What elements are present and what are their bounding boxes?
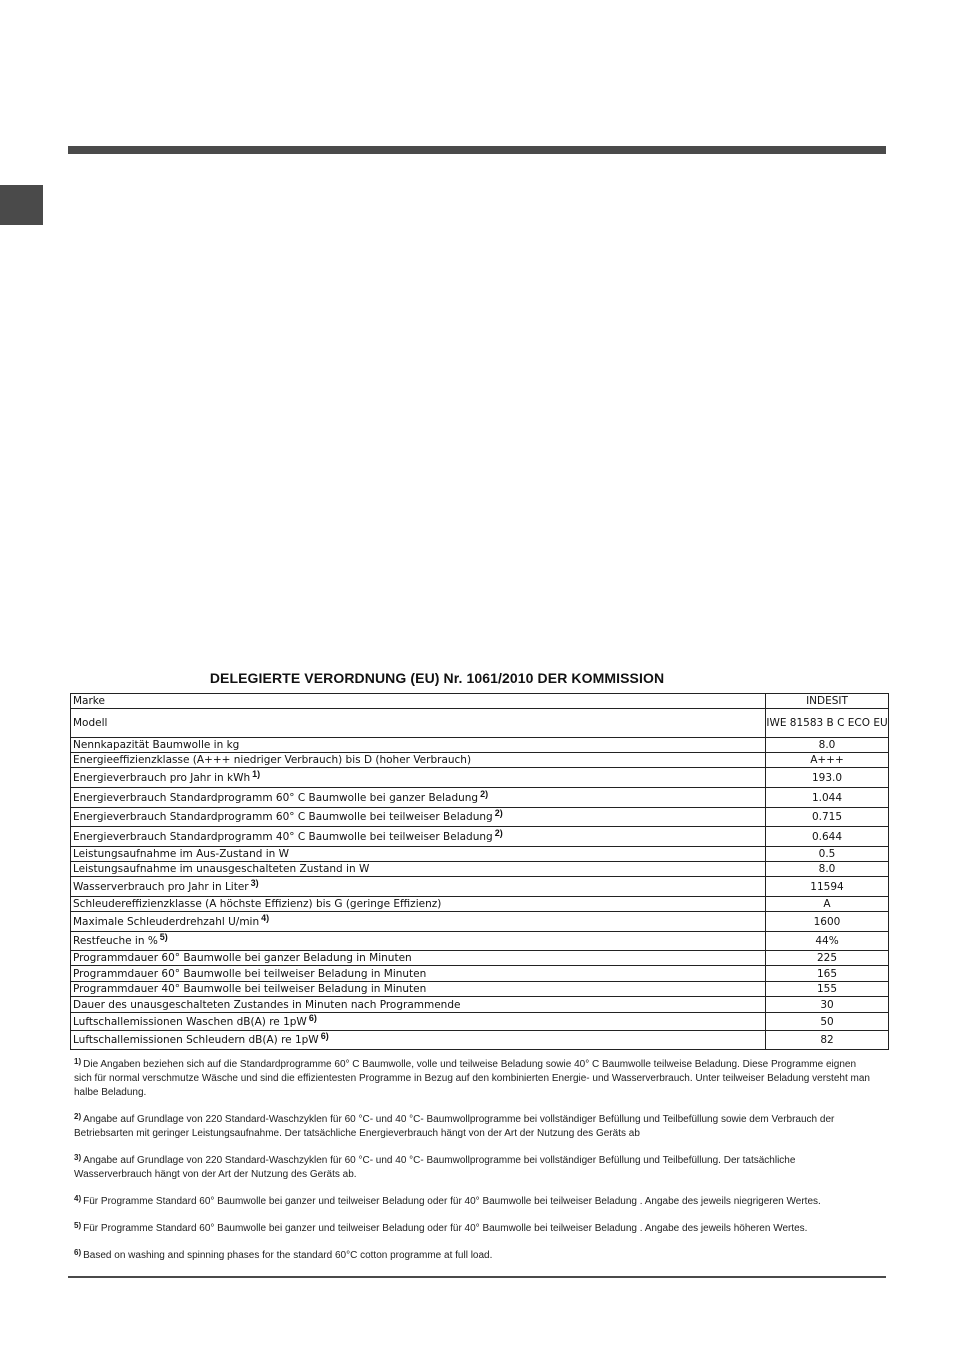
row-label: Programmdauer 60° Baumwolle bei teilweiser Beladung in Minuten (71, 966, 766, 982)
document-title: DELEGIERTE VERORDNUNG (EU) Nr. 1061/2010 DER KOMMISSION (209, 670, 665, 686)
row-label: Wasserverbrauch pro Jahr in Liter $^{3)}$ (71, 877, 766, 897)
table-row (71, 753, 889, 768)
row-label: Modell (71, 709, 766, 738)
row-value: 8.0 (766, 738, 889, 753)
row-value: 1.044 (766, 788, 889, 808)
table-row (71, 738, 889, 753)
table-row (71, 862, 889, 877)
table-row (71, 966, 889, 982)
table-row (71, 1013, 889, 1031)
row-label: Marke (71, 694, 766, 709)
top-rule (68, 146, 886, 154)
row-label: Leistungsaufnahme im Aus-Zustand in W (71, 847, 766, 862)
footnote: $^{2)}$ Angabe auf Grundlage von 220 Standard-Waschzyklen für 60 °C- und 40 °C- Baumwollprogramme bei vollständiger Befüllung und Teilbefüllung sowie dem Verbrauch der Betriebsarten mit geringer Leistungsaufnahme. Der tatsächliche Energieverbrauch hängt von der Art der Nutzung des Geräts ab (74, 1112, 835, 1139)
row-value: A+++ (766, 753, 889, 768)
row-value: 155 (766, 982, 889, 997)
table-row (71, 709, 889, 738)
table-row (71, 827, 889, 847)
row-value: 82 (766, 1031, 889, 1050)
row-value: 225 (766, 951, 889, 966)
row-value: 193.0 (766, 768, 889, 788)
row-label: Luftschallemissionen Waschen dB(A) re 1pW $^{6)}$ (71, 1013, 766, 1031)
footnote: $^{4)}$ Für Programme Standard 60° Baumwolle bei ganzer und teilweiser Beladung oder für 40° Baumwolle bei teilweiser Beladung . Angabe des jeweils niegrigeren Wertes. (74, 1194, 821, 1207)
footnotes (74, 1058, 874, 1276)
row-label: Energieverbrauch Standardprogramm 60° C Baumwolle bei ganzer Beladung $^{2)}$ (71, 788, 766, 808)
footnote: $^{6)}$ Based on washing and spinning phases for the standard 60°C cotton programme at full load. (74, 1248, 493, 1261)
row-value: IWE 81583 B C ECO EU (766, 709, 889, 738)
table-row (71, 877, 889, 897)
row-label: Maximale Schleuderdrehzahl U/min $^{4)}$ (71, 912, 766, 932)
bottom-rule (68, 1276, 886, 1278)
row-label: Energieverbrauch Standardprogramm 40° C Baumwolle bei teilweiser Beladung $^{2)}$ (71, 827, 766, 847)
table-row (71, 694, 889, 709)
table-row (71, 768, 889, 788)
row-label: Nennkapazität Baumwolle in kg (71, 738, 766, 753)
table-row (71, 932, 889, 951)
row-value: 0.5 (766, 847, 889, 862)
table-row (71, 1031, 889, 1050)
row-value: 165 (766, 966, 889, 982)
row-label: Energieverbrauch Standardprogramm 60° C Baumwolle bei teilweiser Beladung $^{2)}$ (71, 808, 766, 827)
footnote: $^{5)}$ Für Programme Standard 60° Baumwolle bei ganzer und teilweiser Beladung oder für 40° Baumwolle bei teilweiser Beladung . Angabe des jeweils höheren Wertes. (74, 1221, 808, 1234)
side-tab-marker (0, 185, 43, 225)
row-value: 0.715 (766, 808, 889, 827)
table-row (71, 951, 889, 966)
footnote: $^{1)}$ Die Angaben beziehen sich auf die Standardprogramme 60° C Baumwolle, volle und teilweise Beladung sowie 40° C Baumwolle teilweise Beladung. Diese Programme eignen sich für normal verschmutze Wäsche und sind die effizientesten Programme in Bezug auf den kombinierten Energie- und Wasserverbrauch. Unter teilweiser Beladung versteht man halbe Beladung. (74, 1057, 870, 1098)
table-row (71, 897, 889, 912)
row-label: Luftschallemissionen Schleudern dB(A) re 1pW $^{6)}$ (71, 1031, 766, 1050)
table-row (71, 788, 889, 808)
table-row (71, 808, 889, 827)
row-label: Programmdauer 40° Baumwolle bei teilweiser Beladung in Minuten (71, 982, 766, 997)
row-value: INDESIT (766, 694, 889, 709)
table-row (71, 912, 889, 932)
table-row (71, 982, 889, 997)
row-label: Energieverbrauch pro Jahr in kWh $^{1)}$ (71, 768, 766, 788)
table-row (71, 997, 889, 1013)
row-value: 0.644 (766, 827, 889, 847)
row-value: A (766, 897, 889, 912)
footnote: $^{3)}$ Angabe auf Grundlage von 220 Standard-Waschzyklen für 60 °C- und 40 °C- Baumwollprogramme bei vollständiger Befüllung und Teilbefüllung. Der tatsächliche Wasserverbrauch hängt von der Art der Nutzung des Geräts ab. (74, 1153, 796, 1180)
table-row (71, 847, 889, 862)
row-label: Leistungsaufnahme im unausgeschalteten Zustand in W (71, 862, 766, 877)
row-label: Energieeffizienzklasse (A+++ niedriger Verbrauch) bis D (hoher Verbrauch) (71, 753, 766, 768)
row-label: Schleudereffizienzklasse (A höchste Effizienz) bis G (geringe Effizienz) (71, 897, 766, 912)
row-value: 50 (766, 1013, 889, 1031)
row-value: 30 (766, 997, 889, 1013)
row-value: 1600 (766, 912, 889, 932)
row-label: Programmdauer 60° Baumwolle bei ganzer Beladung in Minuten (71, 951, 766, 966)
row-label: Restfeuche in % $^{5)}$ (71, 932, 766, 951)
row-value: 8.0 (766, 862, 889, 877)
row-value: 11594 (766, 877, 889, 897)
product-data-table (70, 693, 889, 1050)
row-label: Dauer des unausgeschalteten Zustandes in Minuten nach Programmende (71, 997, 766, 1013)
row-value: 44% (766, 932, 889, 951)
